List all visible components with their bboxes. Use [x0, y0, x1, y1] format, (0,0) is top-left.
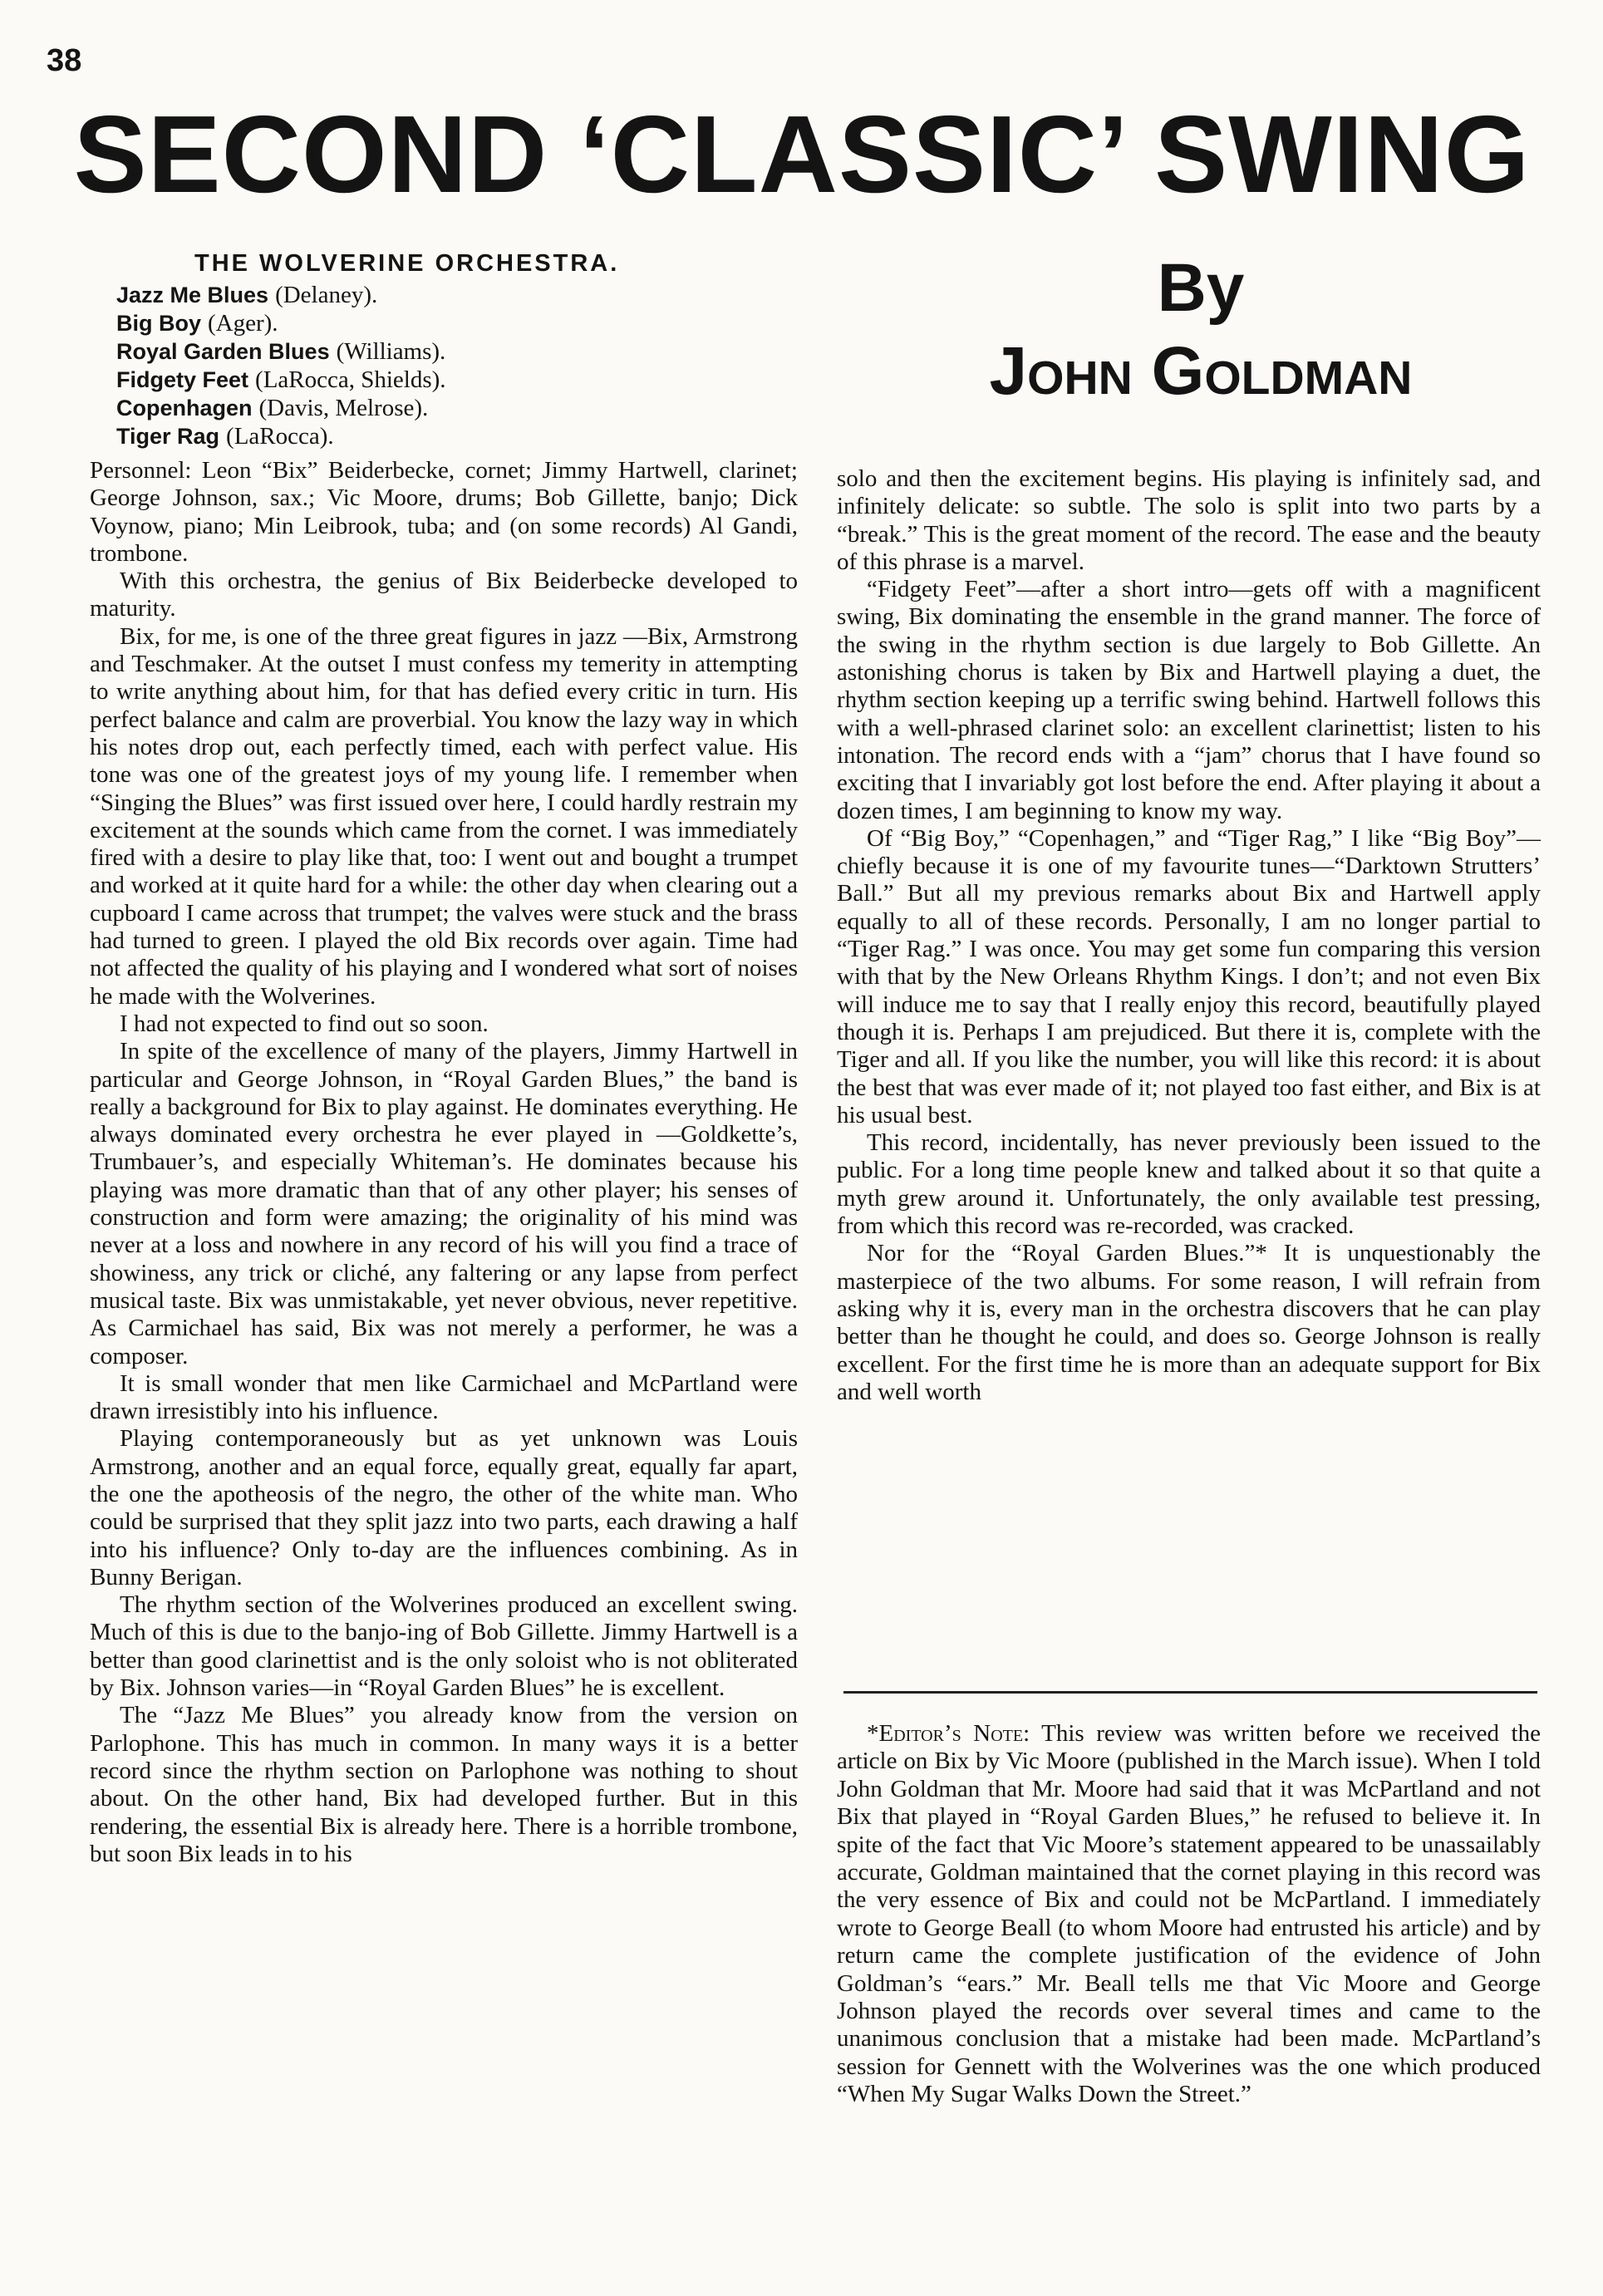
paragraph: Personnel: Leon “Bix” Beiderbecke, cornet; Jimmy Hartwell, clarinet; George Johnson, sax.; Vic Moore, drums; Bob Gillette, banjo; Dick Voynow, piano; Min Leibrook, tuba; and (on some records) Al Gandi, trombone.: [90, 457, 798, 567]
track-composer: (LaRocca, Shields).: [255, 366, 446, 393]
track-title: Big Boy: [116, 311, 202, 336]
byline-author: John Goldman: [989, 333, 1413, 409]
track-item: [116, 337, 798, 366]
editors-note: [837, 1720, 1541, 2109]
track-item: [116, 422, 798, 450]
paragraph: I had not expected to find out so soon.: [120, 1010, 489, 1037]
track-title: Tiger Rag: [116, 424, 220, 449]
byline-by: By: [1157, 250, 1245, 326]
track-item: [116, 309, 798, 337]
editors-note-paragraph: [837, 1720, 1541, 2109]
track-list: [116, 281, 798, 450]
editors-note-lead: *Editor’s Note:: [867, 1720, 1030, 1747]
paragraph: “Fidgety Feet”—after a short intro—gets off with a magnificent swing, Bix dominating the ensemble in the grand manner. The force of the swing in the rhythm section is due largely to Bob Gillette. An astonishing chorus is taken by Bix and Hartwell playing a duet, the rhythm section keeping up a terrific swing behind. Hartwell follows this with a well-phrased clarinet solo: an excellent clarinettist; listen to his intonation. The record ends with a “jam” chorus that I have found so exciting that I invariably got lost before the end. After playing it about a dozen times, I am beginning to know my way.: [837, 576, 1541, 824]
track-composer: (Ager).: [208, 310, 278, 337]
track-item: [116, 366, 798, 394]
paragraph: This record, incidentally, has never previously been issued to the public. For a long time people knew and talked about it so that quite a myth grew around it. Unfortunately, the only available test pressing, from which this record was re-recorded, was cracked.: [837, 1129, 1541, 1240]
paragraph: Playing contemporaneously but as yet unknown was Louis Armstrong, another and an equal force, equally great, equally far apart, the one the apotheosis of the negro, the other of the white man. Who could be surprised that they split jazz into two parts, each drawing a half into his influence? Only to-day are the influences combining. As in Bunny Berigan.: [90, 1425, 798, 1590]
paragraph: The “Jazz Me Blues” you already know from the version on Parlophone. This has much in common. In many ways it is a better record since the rhythm section on Parlophone was nothing to shout about. On the other hand, Bix had developed further. But in this rendering, the essential Bix is already here. There is a horrible trombone, but soon Bix leads in to his: [90, 1702, 798, 1867]
paragraph: Nor for the “Royal Garden Blues.”* It is unquestionably the masterpiece of the two albums. For some reason, I will refrain from asking why it is, every man in the orchestra discovers that he can play better than he thought he could, and does so. George Johnson is really excellent. For the first time he is more than an adequate support for Bix and well worth: [837, 1240, 1541, 1405]
track-title: Copenhagen: [116, 396, 253, 420]
track-composer: (Williams).: [336, 338, 446, 365]
page-number: 38: [47, 43, 82, 78]
paragraph: In spite of the excellence of many of the players, Jimmy Hartwell in particular and George Johnson, in “Royal Garden Blues,” the band is really a background for Bix to play against. He dominates everything. He always dominated every orchestra he ever played in —Goldkette’s, Trumbauer’s, and especially Whiteman’s. He dominates because his playing was more dramatic than that of any other player; his senses of construction and form were amazing; the originality of his mind was never at a loss and nowhere in any record of his will you find a trace of showiness, any trick or cliché, any faltering or any lapse from perfect musical taste. Bix was unmistakable, yet never obvious, never repetitive. As Carmichael has said, Bix was not merely a performer, he was a composer.: [90, 1038, 798, 1369]
article-title: SECOND ‘CLASSIC’ SWING: [73, 93, 1531, 215]
paragraph: solo and then the excitement begins. His playing is infinitely sad, and infinitely delicate: so subtle. The solo is split into two parts by a “break.” This is the great moment of the record. The ease and the beauty of this phrase is a marvel.: [837, 465, 1541, 575]
track-composer: (Delaney).: [275, 282, 378, 308]
paragraph: Bix, for me, is one of the three great figures in jazz —Bix, Armstrong and Teschmaker. At the outset I must confess my temerity in attempting to write anything about him, for that has defied every critic in turn. His perfect balance and calm are proverbial. You know the lazy way in which his notes drop out, each perfectly timed, each with perfect value. His tone was one of the greatest joys of my young life. I remember when “Singing the Blues” was first issued over here, I could hardly restrain my excitement at the sounds which came from the cornet. I was immediately fired with a desire to play like that, too: I went out and bought a trumpet and worked at it quite hard for a while: the other day when clearing out a cupboard I came across that trumpet; the valves were stuck and the brass had turned to green. I played the old Bix records over again. Time had not affected the quality of his playing and I wondered what sort of noises he made with the Wolverines.: [90, 622, 798, 1010]
paragraph: The rhythm section of the Wolverines produced an excellent swing. Much of this is due to the banjo-ing of Bob Gillette. Jimmy Hartwell is a better than good clarinettist and is the only soloist who is not obliterated by Bix. Johnson varies—in “Royal Garden Blues” he is excellent.: [90, 1591, 798, 1702]
left-column: [90, 457, 798, 1868]
track-item: [116, 394, 798, 422]
paragraph: Of “Big Boy,” “Copenhagen,” and “Tiger Rag,” I like “Big Boy”—chiefly because it is one of my favourite tunes—“Darktown Strutters’ Ball.” But all my previous remarks about Bix and Hartwell apply equally to all of these records. Personally, I am no longer partial to “Tiger Rag.” I was once. You may get some fun comparing this version with that by the New Orleans Rhythm Kings. I don’t; and not even Bix will induce me to say that I really enjoy this record, beautifully played though it is. Perhaps I am prejudiced. But there it is, complete with the Tiger and all. If you like the number, you will like this record: it is about the best that was ever made of it; not played too fast either, and Bix is at his usual best.: [837, 824, 1541, 1128]
paragraph: It is small wonder that men like Carmichael and McPartland were drawn irresistibly into his influence.: [90, 1369, 798, 1425]
track-composer: (LaRocca).: [226, 423, 334, 450]
track-item: [116, 281, 798, 309]
track-title: Fidgety Feet: [116, 367, 249, 392]
paragraph: With this orchestra, the genius of Bix Beiderbecke developed to maturity.: [90, 568, 798, 622]
right-column: [837, 465, 1541, 1406]
orchestra-name: THE WOLVERINE ORCHESTRA.: [194, 250, 620, 277]
track-title: Jazz Me Blues: [116, 283, 269, 307]
track-title: Royal Garden Blues: [116, 339, 330, 364]
track-composer: (Davis, Melrose).: [258, 395, 429, 421]
discography: [116, 249, 798, 450]
editors-note-text: This review was written before we received the article on Bix by Vic Moore (published in the March issue). When I told John Goldman that Mr. Moore had said that it was McPartland and not Bix that played in “Royal Garden Blues,” he refused to believe it. In spite of the fact that Vic Moore’s statement appeared to be unassailably accurate, Goldman maintained that the cornet playing in this record was the very essence of Bix and could not be McPartland. I immediately wrote to George Beall (to whom Moore had entrusted his article) and by return came the complete justification of the evidence of John Goldman’s “ears.” Mr. Beall tells me that Vic Moore and George Johnson played the records over several times and came to the unanimous conclusion that a mistake had been made. McPartland’s session for Gennett with the Wolverines was the one which produced “When My Sugar Walks Down the Street.”: [837, 1720, 1541, 2108]
note-divider: [843, 1691, 1537, 1694]
